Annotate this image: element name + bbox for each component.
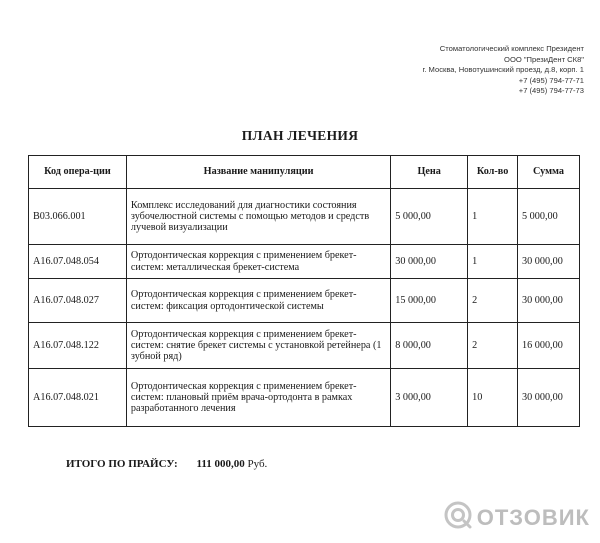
otzovik-logo-icon <box>443 500 473 535</box>
clinic-phone-1: +7 (495) 794-77-71 <box>518 75 584 85</box>
header-sum: Сумма <box>518 156 580 189</box>
clinic-address: г. Москва, Новотушинский проезд, д.8, корп. 1 <box>422 65 584 74</box>
table-row <box>29 323 580 369</box>
row-price: 8 000,00 <box>391 323 468 369</box>
row-qty: 1 <box>468 245 518 279</box>
row-name: Ортодонтическая коррекция с применением брекет-систем: снятие брекет системы с установкой ретейнера (1 зубной ряд) <box>126 323 390 369</box>
total-line <box>66 458 267 470</box>
row-code: A16.07.048.027 <box>29 279 127 323</box>
watermark-text: ОТЗОВИК <box>476 504 590 530</box>
clinic-company: ООО "ПрезиДент СК8" <box>504 54 584 64</box>
row-name: Ортодонтическая коррекция с применением брекет-систем: плановый приём врача-ортодонта в рамках разработанного лечения <box>126 369 390 427</box>
row-name: Ортодонтическая коррекция с применением брекет-систем: металлическая брекет-система <box>126 245 390 279</box>
total-label: ИТОГО ПО ПРАЙСУ: <box>66 458 178 470</box>
document-title: ПЛАН ЛЕЧЕНИЯ <box>241 128 359 143</box>
row-qty: 1 <box>468 189 518 245</box>
header-code: Код опера-ции <box>29 156 127 189</box>
row-price: 3 000,00 <box>391 369 468 427</box>
row-name: Комплекс исследований для диагностики состояния зубочелюстной системы с помощью методов и средств лучевой визуализации <box>126 189 390 245</box>
row-price: 15 000,00 <box>391 279 468 323</box>
total-currency: Руб. <box>247 458 268 470</box>
table-row <box>29 369 580 427</box>
row-sum: 30 000,00 <box>518 369 580 427</box>
header-name: Название манипуляции <box>126 156 390 189</box>
table-row <box>29 279 580 323</box>
table-header-row <box>29 156 580 189</box>
row-qty: 2 <box>468 323 518 369</box>
row-sum: 30 000,00 <box>518 279 580 323</box>
table-row <box>29 245 580 279</box>
row-name: Ортодонтическая коррекция с применением брекет-систем: фиксация ортодонтической системы <box>126 279 390 323</box>
row-sum: 16 000,00 <box>518 323 580 369</box>
row-code: A16.07.048.021 <box>29 369 127 427</box>
header-price: Цена <box>391 156 468 189</box>
row-price: 5 000,00 <box>391 189 468 245</box>
row-code: A16.07.048.122 <box>29 323 127 369</box>
row-code: B03.066.001 <box>29 189 127 245</box>
treatment-plan-table <box>28 155 580 427</box>
row-code: A16.07.048.054 <box>29 245 127 279</box>
clinic-phone-2: +7 (495) 794-77-73 <box>518 86 584 95</box>
header-qty: Кол-во <box>468 156 518 189</box>
clinic-name: Стоматологический комплекс Президент <box>439 44 584 53</box>
row-sum: 5 000,00 <box>518 189 580 245</box>
row-qty: 10 <box>468 369 518 427</box>
row-qty: 2 <box>468 279 518 323</box>
row-price: 30 000,00 <box>391 245 468 279</box>
clinic-header <box>423 44 585 97</box>
total-value: 111 000,00 <box>196 458 245 470</box>
row-sum: 30 000,00 <box>518 245 580 279</box>
otzovik-watermark <box>443 500 590 535</box>
table-row <box>29 189 580 245</box>
